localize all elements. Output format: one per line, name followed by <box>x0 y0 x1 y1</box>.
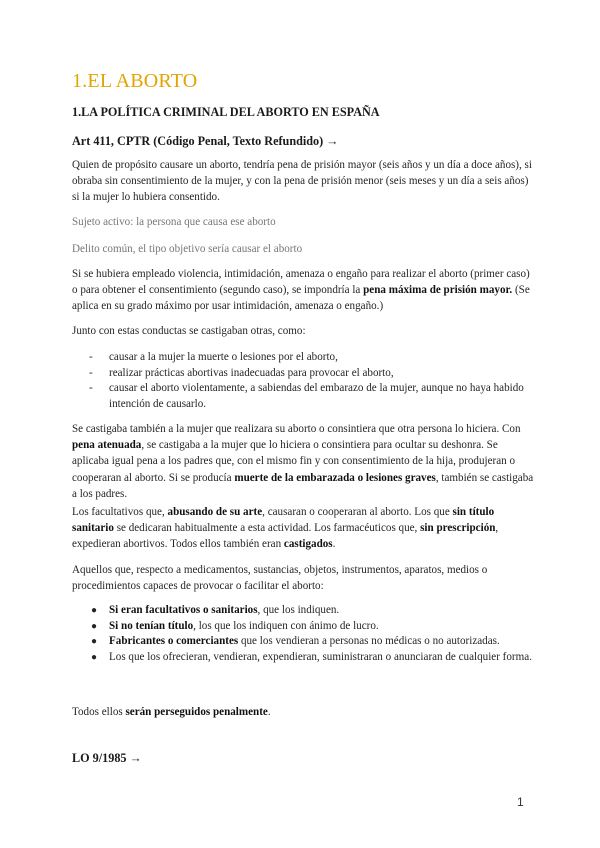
lo-heading: LO 9/1985 → <box>72 751 142 765</box>
paragraph-violencia: Si se hubiera empleado violencia, intimidación, amenaza o engaño para realizar el aborto (primer caso) o para obtener el consentimiento (segundo caso), se impondría la pena máxima de prisión mayor. (Se aplica en su grado máximo por usar intimidación, amenaza o engaño.) <box>72 268 530 313</box>
bold-pena-atenuada: pena atenuada <box>72 439 142 452</box>
note-delito-comun: Delito común, el tipo objetivo sería causar el aborto <box>72 243 303 255</box>
list-item: ● Los que los ofrecieran, vendieran, expendieran, suministraran o anunciaran de cualquier forma. <box>72 650 534 666</box>
bold-castigados: castigados <box>283 538 333 551</box>
bullet-marker: ● <box>91 636 98 648</box>
list-item: - causar el aborto violentamente, a sabiendas del embarazo de la mujer, aunque no haya habido intención de causarlo. <box>89 382 524 410</box>
bold-sin-prescripcion: sin prescripción <box>420 522 496 535</box>
bold-perseguidos: serán perseguidos penalmente <box>125 706 268 718</box>
dash-marker: - <box>89 351 93 363</box>
dash-marker: - <box>89 382 93 395</box>
bold-sin-titulo: sin título sanitario <box>72 506 495 535</box>
list-item: ● Si no tenían título, los que los indiquen con ánimo de lucro. <box>72 619 534 635</box>
bullet-list <box>72 603 534 665</box>
dash-list <box>72 350 534 412</box>
paragraph-facultativos: Los facultativos que, abusando de su arte, causaran o cooperaran al aborto. Los que sin título sanitario se dedicaran habitualmente a esta actividad. Los farmacéuticos que, sin prescripción, expedieran abortivos. Todos ellos también eran castigados. <box>72 506 499 551</box>
article-heading: Art 411, CPTR (Código Penal, Texto Refundido) → <box>72 134 339 148</box>
page-number: 1 <box>517 795 524 809</box>
bullet-marker: ● <box>91 605 98 616</box>
list-item: - realizar prácticas abortivas inadecuadas para provocar el aborto, <box>72 366 534 382</box>
bullet-marker: ● <box>91 620 98 632</box>
dash-marker: - <box>89 366 93 379</box>
paragraph-perseguidos: Todos ellos serán perseguidos penalmente. <box>72 706 271 718</box>
bold-muerte-lesiones: muerte de la embarazada o lesiones graves <box>234 471 436 484</box>
list-item: - causar a la mujer la muerte o lesiones por el aborto, <box>72 350 534 366</box>
paragraph-mujer-padres: Se castigaba también a la mujer que realizara su aborto o consintiera que otra persona lo hiciera. Con pena atenuada, se castigaba a la mujer que lo hiciera o consintiera para ocultar su deshonra. Se aplicaba igual pena a los padres que, con el mismo fin y con consentimiento de la hija, produjeran o cooperaran al aborto. Si se producía muerte de la embarazada o lesiones graves, también se castigaba a los padres. <box>72 423 534 500</box>
section-heading: 1.LA POLÍTICA CRIMINAL DEL ABORTO EN ESPAÑA <box>72 105 380 119</box>
bold-pena-maxima: pena máxima de prisión mayor. <box>363 284 513 297</box>
page-title: 1.EL ABORTO <box>72 70 198 92</box>
list-item: ● Si eran facultativos o sanitarios, que los indiquen. <box>72 603 534 619</box>
bold-abusando-arte: abusando de su arte <box>167 506 263 518</box>
paragraph-otras-conductas: Junto con estas conductas se castigaban otras, como: <box>72 325 306 337</box>
bullet-marker: ● <box>91 651 98 663</box>
note-sujeto-activo: Sujeto activo: la persona que causa ese aborto <box>72 216 276 228</box>
paragraph-medicamentos: Aquellos que, respecto a medicamentos, sustancias, objetos, instrumentos, aparatos, medios o procedimientos capaces de provocar o facilitar el aborto: <box>72 564 488 593</box>
list-item: ● Fabricantes o comerciantes que los vendieran a personas no médicas o no autorizadas. <box>72 634 534 650</box>
paragraph-article-411: Quien de propósito causare un aborto, tendría pena de prisión mayor (seis años y un día a doce años), si obraba sin consentimiento de la mujer, y con la pena de prisión menor (seis meses y un día a seis años) si la mujer lo hubiera consentido. <box>72 159 532 204</box>
